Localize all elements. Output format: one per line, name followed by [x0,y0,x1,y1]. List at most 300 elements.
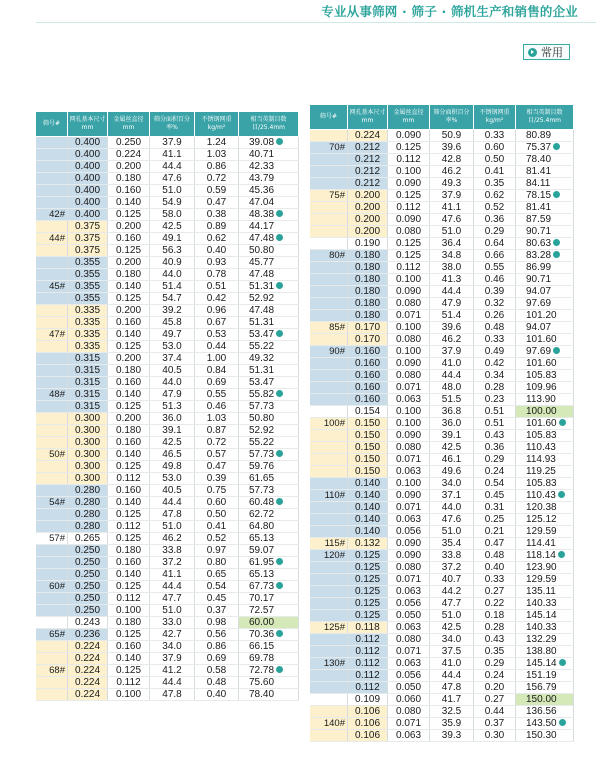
mesh-number-cell [310,394,348,406]
aperture-cell: 0.335 [68,329,108,341]
header-divider [36,22,596,23]
aperture-cell: 0.355 [68,293,108,305]
table-row [310,466,574,478]
mesh-count-value: 57.73 [249,485,275,496]
table-row [310,250,574,262]
wire-diameter-cell: 0.180 [108,269,150,281]
wire-diameter-cell: 0.140 [108,281,150,293]
aperture-cell: 0.180 [348,250,388,262]
aperture-cell: 0.170 [348,322,388,334]
aperture-cell: 0.150 [348,442,388,454]
wire-diameter-cell: 0.200 [108,353,150,365]
open-area-cell: 47.7 [430,598,474,610]
wire-diameter-cell: 0.160 [108,557,150,569]
open-area-cell: 47.9 [430,298,474,310]
wire-diameter-cell: 0.080 [388,334,430,346]
weight-cell: 0.40 [474,562,516,574]
wire-diameter-cell: 0.063 [388,514,430,526]
mesh-number-cell: 75# [310,190,348,202]
weight-cell: 0.44 [195,341,239,353]
aperture-cell: 0.106 [348,730,388,742]
common-mark-icon [558,551,565,558]
mesh-number-cell [36,617,68,629]
open-area-cell: 42.5 [150,221,195,233]
table-row [310,718,574,730]
aperture-cell: 0.300 [68,449,108,461]
weight-cell: 0.33 [474,130,516,142]
mesh-number-cell [36,401,68,413]
table-row [310,670,574,682]
wire-diameter-cell: 0.063 [388,466,430,478]
mesh-number-cell [310,286,348,298]
wire-diameter-cell: 0.080 [388,370,430,382]
mesh-number-cell: 115# [310,538,348,550]
aperture-cell: 0.212 [348,154,388,166]
aperture-cell: 0.150 [348,466,388,478]
aperture-cell: 0.224 [68,641,108,653]
weight-cell: 0.72 [195,437,239,449]
open-area-cell: 47.7 [150,593,195,605]
open-area-cell: 37.9 [150,137,195,149]
wire-diameter-cell: 0.125 [108,341,150,353]
common-mark-icon [559,719,566,726]
weight-cell: 0.40 [195,245,239,257]
wire-diameter-cell: 0.160 [108,437,150,449]
aperture-cell: 0.224 [68,653,108,665]
mesh-count-cell [516,358,574,370]
mesh-count-value: 118.14 [526,550,556,561]
aperture-cell: 0.160 [348,358,388,370]
mesh-count-cell [516,730,574,742]
mesh-count-cell [239,653,299,665]
play-icon [528,48,537,57]
common-mark-icon [553,191,560,198]
weight-cell: 0.33 [474,334,516,346]
mesh-number-cell [310,406,348,418]
open-area-cell: 41.3 [430,274,474,286]
col-open-area: 筛分面积百分率% [150,112,195,137]
wire-diameter-cell: 0.160 [108,485,150,497]
aperture-cell: 0.180 [348,286,388,298]
weight-cell: 0.25 [474,514,516,526]
open-area-cell: 35.9 [430,718,474,730]
mesh-count-cell [516,202,574,214]
aperture-cell: 0.400 [68,173,108,185]
wire-diameter-cell: 0.050 [388,610,430,622]
table-row [36,173,299,185]
mesh-number-cell [310,478,348,490]
wire-diameter-cell: 0.080 [388,706,430,718]
open-area-cell: 37.2 [430,562,474,574]
aperture-cell: 0.170 [348,334,388,346]
col-mesh-no: 筛号# [36,112,68,137]
aperture-cell: 0.224 [68,677,108,689]
open-area-cell: 47.8 [150,689,195,701]
mesh-count-cell [516,262,574,274]
col-mesh-no: 筛号# [310,105,348,130]
wire-diameter-cell: 0.100 [388,322,430,334]
mesh-count-cell [239,389,299,401]
wire-diameter-cell: 0.056 [388,526,430,538]
aperture-cell: 0.160 [348,370,388,382]
mesh-count-cell [239,305,299,317]
weight-cell: 0.56 [195,629,239,641]
mesh-number-cell [36,353,68,365]
aperture-cell: 0.125 [348,562,388,574]
mesh-count-value: 101.60 [526,418,557,429]
open-area-cell: 58.0 [150,209,195,221]
mesh-number-cell [36,293,68,305]
mesh-number-cell [310,682,348,694]
weight-cell: 0.32 [474,298,516,310]
mesh-number-cell [310,646,348,658]
weight-cell: 0.37 [474,718,516,730]
weight-cell: 0.28 [474,382,516,394]
wire-diameter-cell: 0.100 [388,166,430,178]
open-area-cell: 47.8 [150,509,195,521]
table-row [36,509,299,521]
mesh-count-value: 125.12 [526,514,557,525]
open-area-cell: 37.9 [430,190,474,202]
mesh-count-value: 105.83 [526,370,557,381]
wire-diameter-cell: 0.125 [388,190,430,202]
wire-diameter-cell: 0.250 [108,137,150,149]
mesh-count-cell [239,581,299,593]
table-row [310,202,574,214]
mesh-count-value: 119.25 [526,466,556,477]
mesh-count-cell [239,677,299,689]
common-mark-icon [276,390,283,397]
aperture-cell: 0.400 [68,185,108,197]
mesh-count-cell [516,490,574,502]
mesh-count-cell [516,130,574,142]
aperture-cell: 0.150 [348,430,388,442]
weight-cell: 0.35 [474,646,516,658]
weight-cell: 0.41 [474,166,516,178]
weight-cell: 0.84 [195,365,239,377]
mesh-count-cell [239,557,299,569]
table-row [36,689,299,701]
weight-cell: 0.48 [474,322,516,334]
open-area-cell: 37.4 [150,353,195,365]
mesh-count-value: 39.08 [249,137,275,148]
weight-cell: 0.38 [195,209,239,221]
weight-cell: 0.64 [474,238,516,250]
weight-cell: 0.33 [474,574,516,586]
mesh-count-cell [516,430,574,442]
aperture-cell: 0.140 [348,490,388,502]
weight-cell: 0.50 [195,509,239,521]
col-open-area: 筛分面积百分率% [430,105,474,130]
mesh-number-cell: 44# [36,233,68,245]
wire-diameter-cell: 0.140 [108,389,150,401]
mesh-number-cell: 140# [310,718,348,730]
mesh-count-value: 44.17 [249,221,275,232]
mesh-number-cell: 70# [310,142,348,154]
mesh-count-value: 61.95 [249,557,275,568]
weight-cell: 0.87 [195,425,239,437]
mesh-count-cell [516,166,574,178]
wire-diameter-cell: 0.071 [388,310,430,322]
mesh-count-value: 51.31 [249,365,275,376]
wire-diameter-cell: 0.080 [388,634,430,646]
open-area-cell: 42.5 [150,437,195,449]
wire-diameter-cell: 0.200 [108,221,150,233]
mesh-count-cell [516,466,574,478]
mesh-number-cell [36,521,68,533]
mesh-count-value: 53.47 [249,377,275,388]
wire-diameter-cell: 0.080 [388,298,430,310]
table-row [310,214,574,226]
mesh-count-cell [239,281,299,293]
table-row [310,634,574,646]
wire-diameter-cell: 0.125 [108,509,150,521]
weight-cell: 0.51 [474,418,516,430]
mesh-number-cell [310,178,348,190]
mesh-count-value: 151.19 [526,670,557,681]
mesh-count-cell [239,293,299,305]
open-area-cell: 37.1 [430,490,474,502]
open-area-cell: 49.1 [150,233,195,245]
table-row [310,682,574,694]
mesh-number-cell: 47# [36,329,68,341]
mesh-number-cell [36,365,68,377]
open-area-cell: 44.0 [150,377,195,389]
aperture-cell: 0.355 [68,269,108,281]
common-mark-icon [276,558,283,565]
mesh-count-value: 100.00 [526,406,557,417]
mesh-number-cell [310,574,348,586]
mesh-number-cell: 125# [310,622,348,634]
weight-cell: 0.46 [195,401,239,413]
common-mark-icon [553,143,560,150]
open-area-cell: 37.9 [430,346,474,358]
weight-cell: 0.41 [195,521,239,533]
mesh-count-cell [239,353,299,365]
aperture-cell: 0.106 [348,706,388,718]
weight-cell: 0.26 [474,310,516,322]
table-row [36,425,299,437]
aperture-cell: 0.180 [348,274,388,286]
wire-diameter-cell: 0.224 [108,149,150,161]
mesh-number-cell: 90# [310,346,348,358]
mesh-number-cell [36,305,68,317]
aperture-cell: 0.112 [348,670,388,682]
aperture-cell: 0.280 [68,509,108,521]
mesh-number-cell [310,610,348,622]
wire-diameter-cell: 0.200 [108,161,150,173]
wire-diameter-cell: 0.112 [108,677,150,689]
aperture-cell: 0.236 [68,629,108,641]
weight-cell: 0.27 [474,694,516,706]
mesh-count-cell [239,461,299,473]
aperture-cell: 0.212 [348,166,388,178]
open-area-cell: 41.1 [150,149,195,161]
mesh-count-value: 78.40 [526,154,552,165]
mesh-number-cell [310,298,348,310]
aperture-cell: 0.125 [348,610,388,622]
weight-cell: 0.36 [474,442,516,454]
mesh-count-cell [516,418,574,430]
common-mark-icon [276,450,283,457]
weight-cell: 0.37 [195,605,239,617]
mesh-number-cell [310,154,348,166]
mesh-number-cell: 54# [36,497,68,509]
open-area-cell: 51.0 [150,605,195,617]
mesh-number-cell [310,706,348,718]
wire-diameter-cell: 0.140 [108,653,150,665]
wire-diameter-cell: 0.125 [108,293,150,305]
mesh-count-value: 101.60 [526,334,557,345]
common-mark-icon [276,630,283,637]
mesh-number-cell [36,557,68,569]
table-row [310,490,574,502]
weight-cell: 0.75 [195,485,239,497]
mesh-number-cell: 80# [310,250,348,262]
mesh-number-cell [36,545,68,557]
mesh-count-value: 42.33 [249,161,275,172]
mesh-count-value: 105.83 [526,430,557,441]
table-row [310,694,574,706]
mesh-number-cell [36,569,68,581]
open-area-cell: 44.4 [150,677,195,689]
weight-cell: 0.72 [195,173,239,185]
wire-diameter-cell: 0.200 [108,413,150,425]
open-area-cell: 39.2 [150,305,195,317]
mesh-count-cell [516,586,574,598]
open-area-cell: 49.6 [430,466,474,478]
mesh-count-value: 66.15 [249,641,275,652]
common-mark-icon [553,347,560,354]
mesh-count-value: 156.79 [526,682,557,693]
aperture-cell: 0.224 [68,689,108,701]
common-mark-icon [276,138,283,145]
mesh-count-cell [516,442,574,454]
open-area-cell: 49.8 [150,461,195,473]
mesh-count-cell [239,137,299,149]
mesh-number-cell [310,262,348,274]
aperture-cell: 0.243 [68,617,108,629]
weight-cell: 0.69 [195,377,239,389]
open-area-cell: 40.5 [150,365,195,377]
weight-cell: 0.24 [474,670,516,682]
wire-diameter-cell: 0.140 [108,497,150,509]
aperture-cell: 0.300 [68,461,108,473]
open-area-cell: 42.7 [150,629,195,641]
aperture-cell: 0.335 [68,317,108,329]
table-row [36,257,299,269]
mesh-number-cell [310,562,348,574]
aperture-cell: 0.154 [348,406,388,418]
wire-diameter-cell: 0.090 [388,286,430,298]
mesh-number-cell [310,238,348,250]
common-mark-icon [553,251,560,258]
weight-cell: 1.03 [195,149,239,161]
mesh-count-value: 70.36 [249,629,275,640]
weight-cell: 0.50 [474,154,516,166]
weight-cell: 1.03 [195,413,239,425]
mesh-number-cell: 65# [36,629,68,641]
common-badge[interactable] [523,44,570,60]
mesh-count-value: 94.07 [526,322,552,333]
weight-cell: 0.30 [474,730,516,742]
mesh-number-cell [310,634,348,646]
mesh-count-value: 52.92 [249,425,275,436]
mesh-count-cell [516,478,574,490]
weight-cell: 0.66 [474,250,516,262]
table-row [310,286,574,298]
mesh-count-value: 75.37 [526,142,552,153]
wire-diameter-cell: 0.180 [108,173,150,185]
mesh-count-cell [239,425,299,437]
mesh-count-value: 87.59 [526,214,552,225]
mesh-number-cell [36,677,68,689]
table-row [36,617,299,629]
aperture-cell: 0.112 [348,682,388,694]
weight-cell: 0.35 [474,178,516,190]
mesh-number-cell [36,653,68,665]
open-area-cell: 41.0 [430,658,474,670]
mesh-number-cell [36,149,68,161]
table-row [36,137,299,149]
wire-diameter-cell: 0.050 [388,682,430,694]
open-area-cell: 51.0 [150,185,195,197]
wire-diameter-cell: 0.125 [108,629,150,641]
mesh-number-cell [36,437,68,449]
table-row [310,142,574,154]
wire-diameter-cell: 0.063 [388,730,430,742]
weight-cell: 1.00 [195,353,239,365]
aperture-cell: 0.224 [348,130,388,142]
weight-cell: 0.29 [474,226,516,238]
table-row [310,502,574,514]
aperture-cell: 0.335 [68,341,108,353]
table-row [36,449,299,461]
company-slogan: 专业从事筛网 · 筛子 · 筛机生产和销售的企业 [321,4,578,19]
mesh-number-cell [36,161,68,173]
table-row [310,322,574,334]
wire-diameter-cell: 0.100 [388,346,430,358]
mesh-count-value: 45.36 [249,185,275,196]
aperture-cell: 0.109 [348,694,388,706]
mesh-number-cell [310,466,348,478]
open-area-cell: 39.6 [430,142,474,154]
table-row [310,394,574,406]
aperture-cell: 0.140 [348,502,388,514]
wire-diameter-cell: 0.200 [108,305,150,317]
open-area-cell: 33.0 [150,617,195,629]
table-row [310,334,574,346]
mesh-number-cell [36,377,68,389]
table-header-row [310,105,574,130]
aperture-cell: 0.250 [68,569,108,581]
common-badge-label: 常用 [541,46,563,59]
mesh-count-cell [239,593,299,605]
open-area-cell: 46.5 [150,449,195,461]
mesh-number-cell: 60# [36,581,68,593]
wire-diameter-cell: 0.140 [108,329,150,341]
weight-cell: 0.58 [195,665,239,677]
open-area-cell: 51.4 [430,310,474,322]
mesh-count-value: 81.41 [526,202,552,213]
aperture-cell: 0.280 [68,521,108,533]
weight-cell: 0.46 [474,274,516,286]
mesh-count-value: 48.38 [249,209,275,220]
open-area-cell: 47.6 [430,214,474,226]
wire-diameter-cell: 0.160 [108,233,150,245]
aperture-cell: 0.400 [68,197,108,209]
mesh-number-cell [36,593,68,605]
